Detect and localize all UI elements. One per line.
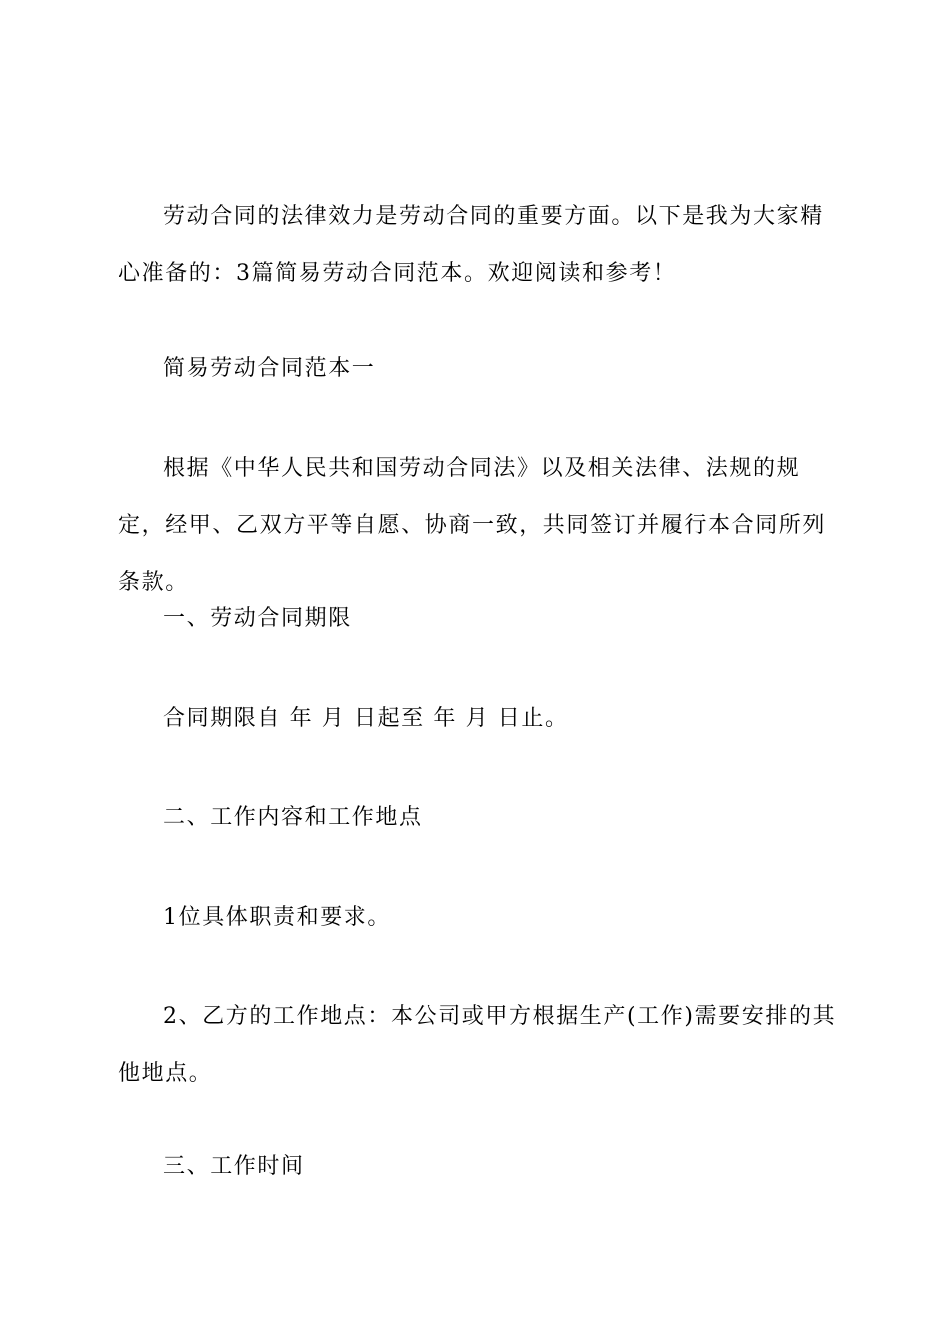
section-title: 简易劳动合同范本一 bbox=[163, 356, 376, 381]
work-item-2: 2、乙方的工作地点：本公司或甲方根据生产(工作)需要安排的其他地点。 bbox=[118, 1004, 837, 1086]
clause-heading-term: 一、劳动合同期限 bbox=[163, 606, 352, 631]
preamble-paragraph: 根据《中华人民共和国劳动合同法》以及相关法律、法规的规定，经甲、乙双方平等自愿、协商一致，共同签订并履行本合同所列条款。 bbox=[118, 456, 827, 595]
intro-paragraph: 劳动合同的法律效力是劳动合同的重要方面。以下是我为大家精心准备的：3篇简易劳动合同范本。欢迎阅读和参考！ bbox=[118, 204, 824, 286]
work-item-1: 1位具体职责和要求。 bbox=[163, 905, 391, 930]
contract-term-paragraph: 合同期限自 年 月 日起至 年 月 日止。 bbox=[163, 706, 569, 731]
clause-heading-hours: 三、工作时间 bbox=[163, 1154, 305, 1179]
clause-heading-work: 二、工作内容和工作地点 bbox=[163, 805, 423, 830]
